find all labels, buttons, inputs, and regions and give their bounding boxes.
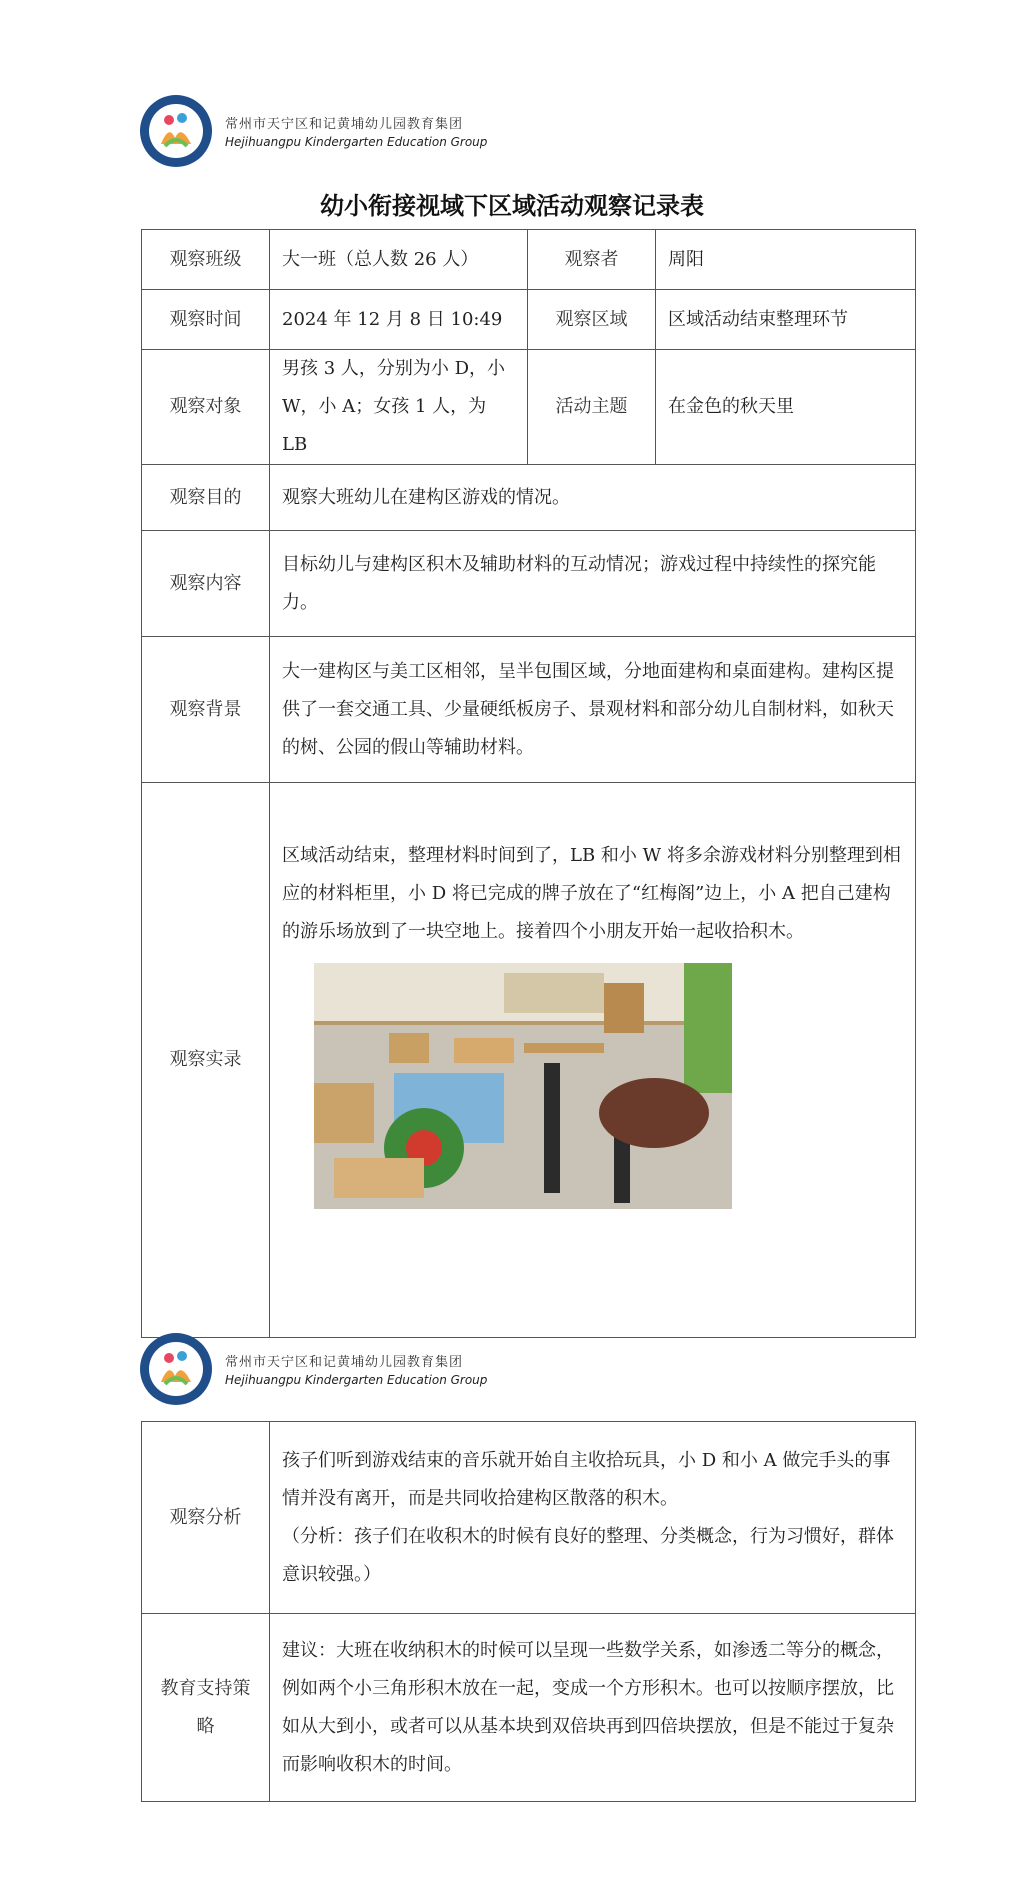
observation-table [141,229,916,1338]
table-row [142,531,916,637]
area-value: 区域活动结束整理环节 [656,290,916,350]
table-row [142,637,916,783]
table-row [142,230,916,290]
theme-label: 活动主题 [528,350,656,465]
org-header-repeat [139,1332,487,1406]
class-label: 观察班级 [142,230,270,290]
org-name-cn: 常州市天宁区和记黄埔幼儿园教育集团 [225,1355,464,1370]
class-value: 大一班（总人数 26 人） [270,230,528,290]
area-label: 观察区域 [528,290,656,350]
table-row [142,290,916,350]
record-cell [270,783,916,1338]
analysis-cell [270,1422,916,1614]
theme-value: 在金色的秋天里 [656,350,916,465]
strategy-value: 建议：大班在收纳积木的时候可以呈现一些数学关系，如渗透二等分的概念，例如两个小三角形积木放在一起，变成一个方形积木。也可以按顺序摆放，比如从大到小，或者可以从基本块到双倍块再到四倍块摆放，但是不能过于复杂而影响收积木的时间。 [270,1614,916,1802]
observer-value: 周阳 [656,230,916,290]
org-name-cn: 常州市天宁区和记黄埔幼儿园教育集团 [225,117,464,132]
kindergarten-logo [139,94,213,168]
analysis-text: 孩子们听到游戏结束的音乐就开始自主收拾玩具，小 D 和小 A 做完手头的事情并没有离开，而是共同收拾建构区散落的积木。 [282,1449,891,1509]
analysis-table [141,1421,916,1802]
analysis-label: 观察分析 [142,1422,270,1614]
purpose-value: 观察大班幼儿在建构区游戏的情况。 [270,465,916,531]
subject-value: 男孩 3 人，分别为小 D，小 W，小 A；女孩 1 人，为 LB [270,350,528,465]
time-value: 2024 年 12 月 8 日 10:49 [270,290,528,350]
activity-photo [314,963,732,1209]
background-value: 大一建构区与美工区相邻，呈半包围区域，分地面建构和桌面建构。建构区提供了一套交通工具、少量硬纸板房子、景观材料和部分幼儿自制材料，如秋天的树、公园的假山等辅助材料。 [270,637,916,783]
org-header [139,94,487,168]
strategy-label: 教育支持策略 [142,1614,270,1802]
org-name-en: Hejihuangpu Kindergarten Education Group [225,135,488,149]
record-text: 区域活动结束，整理材料时间到了，LB 和小 W 将多余游戏材料分别整理到相应的材料柜里，小 D 将已完成的牌子放在了“红梅阁”边上，小 A 把自己建构的游乐场放到了一块空地上。接着四个小朋友开始一起收拾积木。 [282,845,901,942]
table-row [142,1422,916,1614]
table-row [142,350,916,465]
observer-label: 观察者 [528,230,656,290]
purpose-label: 观察目的 [142,465,270,531]
page-title: 幼小衔接视域下区域活动观察记录表 [320,192,704,220]
org-name-en: Hejihuangpu Kindergarten Education Group [225,1373,488,1387]
record-label: 观察实录 [142,783,270,1338]
analysis-note: （分析：孩子们在收积木的时候有良好的整理、分类概念，行为习惯好，群体意识较强。） [282,1525,894,1585]
content-value: 目标幼儿与建构区积木及辅助材料的互动情况；游戏过程中持续性的探究能力。 [270,531,916,637]
subject-label: 观察对象 [142,350,270,465]
table-row [142,783,916,1338]
background-label: 观察背景 [142,637,270,783]
time-label: 观察时间 [142,290,270,350]
table-row [142,1614,916,1802]
table-row [142,465,916,531]
kindergarten-logo [139,1332,213,1406]
content-label: 观察内容 [142,531,270,637]
